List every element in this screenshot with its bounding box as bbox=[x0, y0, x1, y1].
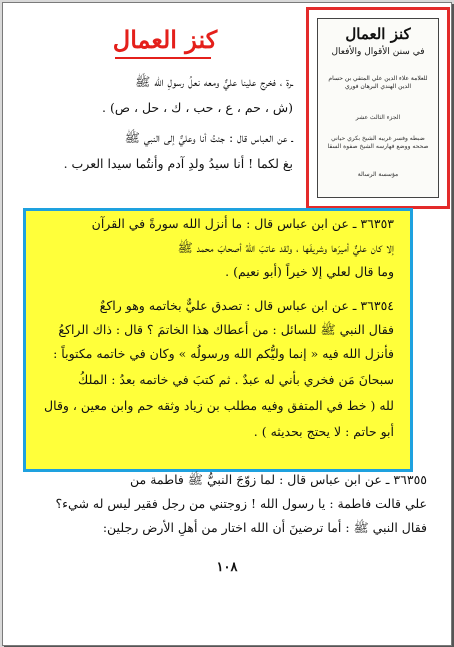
hadith-line: سبحانَ مَن فخري بأني له عبدٌ . ثم كتبَ في خاتمه بعدُ : الملكُ bbox=[78, 372, 394, 387]
cover-title: كنز العمال bbox=[345, 25, 411, 43]
title-underline bbox=[115, 57, 211, 59]
hadith-line: فقال النبي ﷺ للسائل : من أعطاك هذا الخاتمَ ؟ قال : ذاك الراكعُ bbox=[58, 322, 394, 337]
hadith-line: ٣٦٣٥٤ ـ عن ابن عباس قال : تصدق عليٌّ بخاتمه وهو راكعٌ bbox=[99, 298, 394, 313]
text-line: ٣٦٣٥٥ ـ عن ابن عباس قال : لما زوّجَ النبيُّ ﷺ فاطمة من bbox=[130, 472, 427, 487]
document-page bbox=[2, 2, 452, 646]
text-line: (ش ، حم ، ع ، حب ، ك ، حل ، ص) . bbox=[102, 100, 293, 115]
hadith-line: لله ( خط في المتفق وفيه مطلب بن زياد وثقه حم وابن معين ، وقال bbox=[44, 398, 394, 413]
cover-publisher: مؤسسة الرسالة bbox=[357, 171, 399, 178]
cover-volume: الجزء الثالث عشر bbox=[355, 114, 401, 121]
hadith-line: فأنزل الله فيه « إنما وليُّكم الله ورسولُه » وكان في خاتمه مكتوباً : bbox=[53, 346, 394, 361]
text-line: ـ عن العباس قال : جئتُ أنا وعليٌّ إلى النبي ﷺ bbox=[124, 130, 293, 145]
page-title: كنز العمال bbox=[112, 25, 218, 54]
cover-author: للعلامة علاء الدين علي المتقي بن حسام الدين الهندي البرهان فوري bbox=[328, 75, 428, 90]
text-line: بغ لكما ! أنا سيدُ ولدِ آدم وأنتُما سيدا العرب . bbox=[63, 156, 293, 171]
text-line: فقال النبي ﷺ : أما ترضينَ أن الله اختار من أهلِ الأرض رجلين: bbox=[102, 520, 427, 535]
cover-editors: ضبطه وفسر غريبه الشيخ بكري حياني صححه ووضع فهارسه الشيخ صفوة السقا bbox=[327, 135, 429, 150]
text-line: ـرة ، فخرج علينا عليٌّ ومعه نعلُ رسولِ الله ﷺ bbox=[135, 74, 293, 89]
text-line: علي قالت فاطمة : يا رسول الله ! زوجتني من رجل فقير ليس له شيء؟ bbox=[55, 496, 427, 511]
book-cover-frame bbox=[306, 7, 450, 209]
hadith-line: أبو حاتم : لا يحتج بحديثه ) . bbox=[253, 424, 394, 439]
book-cover bbox=[317, 18, 439, 198]
page-number: ١٠٨ bbox=[216, 560, 238, 575]
hadith-line: ٣٦٣٥٣ ـ عن ابن عباس قال : ما أنزل الله سورةً في القرآن bbox=[91, 216, 394, 231]
hadith-line: إلا كان عليٌّ أميرَها وشريفَها ، ولقد عاتبَ اللهُ أصحابَ محمد ﷺ bbox=[177, 240, 394, 255]
highlighted-passage bbox=[23, 208, 413, 472]
cover-subtitle: في سنن الأقوال والأفعال bbox=[331, 47, 425, 57]
hadith-line: وما قال لعلي إلا خيراً (أبو نعيم) . bbox=[225, 264, 394, 279]
